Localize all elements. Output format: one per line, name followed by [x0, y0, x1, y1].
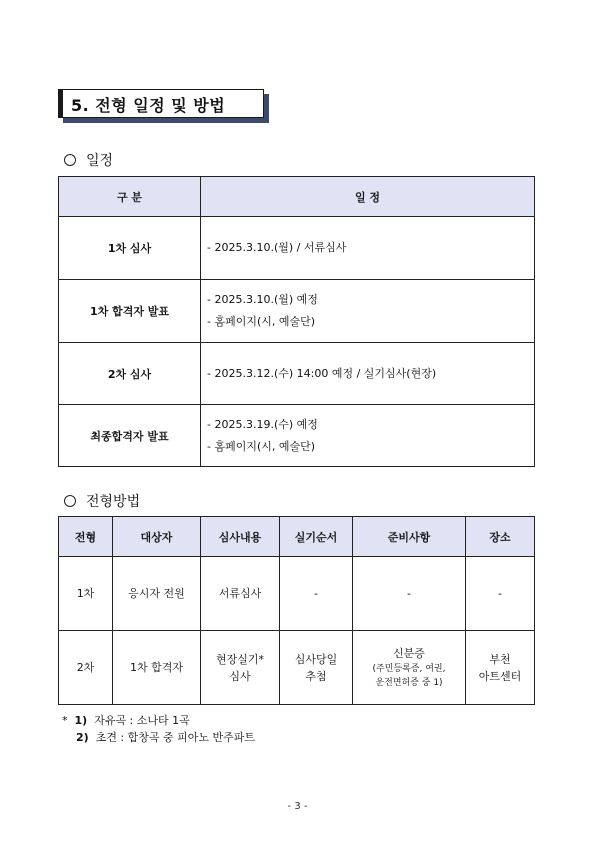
cell-line: 심사: [229, 669, 251, 683]
table-cell: -: [353, 557, 466, 631]
section-title: 5. 전형 일정 및 방법: [71, 96, 226, 115]
circle-bullet-icon: [64, 495, 76, 507]
footnote-2: [62, 729, 255, 746]
footnote-number: 1): [74, 714, 88, 727]
cell-line: 아트센터: [478, 669, 522, 683]
row-label: 1차 합격자 발표: [59, 280, 201, 343]
method-heading: [64, 491, 140, 511]
section-title-box: [58, 89, 264, 118]
detail-line: - 2025.3.12.(수) 14:00 예정 / 실기심사(현장): [207, 366, 437, 380]
column-header: 실기순서: [280, 517, 353, 557]
cell-line: (주민등록증, 여권,: [372, 664, 446, 674]
column-header: 일 정: [201, 177, 535, 217]
table-row: [59, 557, 535, 631]
method-table: [58, 516, 535, 705]
cell-line: 추첨: [305, 669, 327, 683]
page-number: - 3 -: [287, 801, 308, 812]
row-detail: [201, 405, 535, 467]
cell-line: 현장실기*: [215, 652, 264, 666]
footnote-1: [62, 712, 255, 729]
detail-line: - 홈페이지(시, 예술단): [207, 439, 316, 453]
cell-line: 부천: [489, 652, 511, 666]
table-cell: 1차 합격자: [113, 631, 201, 705]
table-cell: 서류심사: [201, 557, 280, 631]
table-cell: -: [466, 557, 535, 631]
table-row: [59, 343, 535, 405]
table-cell: 1차: [59, 557, 113, 631]
table-row: [59, 405, 535, 467]
circle-bullet-icon: [64, 154, 76, 166]
table-header-row: [59, 517, 535, 557]
footnote-number: 2): [76, 731, 89, 744]
section-title-bar: [59, 90, 63, 117]
table-row: [59, 280, 535, 343]
detail-line: - 홈페이지(시, 예술단): [207, 315, 316, 328]
footnote-star: *: [62, 714, 68, 727]
footnote-text: 초견 : 합창곡 중 피아노 반주파트: [95, 731, 256, 744]
row-detail: [201, 217, 535, 280]
detail-line: - 2025.3.10.(월) / 서류심사: [207, 241, 347, 254]
table-cell: [201, 631, 280, 705]
table-cell: [280, 631, 353, 705]
table-row: [59, 217, 535, 280]
footnotes: [62, 712, 255, 746]
table-row: [59, 631, 535, 705]
table-cell: [466, 631, 535, 705]
column-header: 구 분: [59, 177, 201, 217]
row-detail: [201, 343, 535, 405]
schedule-heading: [64, 150, 113, 170]
row-detail: [201, 280, 535, 343]
table-cell: 응시자 전원: [113, 557, 201, 631]
column-header: 대상자: [113, 517, 201, 557]
column-header: 전형: [59, 517, 113, 557]
cell-line: 심사당일: [294, 652, 338, 666]
column-header: 장소: [466, 517, 535, 557]
table-cell: 2차: [59, 631, 113, 705]
cell-line: 신분증: [393, 647, 425, 660]
footnote-text: 자유곡 : 소나타 1곡: [94, 714, 190, 727]
detail-line: - 2025.3.10.(월) 예정: [207, 293, 318, 306]
table-cell: [353, 631, 466, 705]
table-header-row: [59, 177, 535, 217]
column-header: 심사내용: [201, 517, 280, 557]
method-heading-text: 전형방법: [86, 494, 141, 510]
detail-line: - 2025.3.19.(수) 예정: [207, 417, 318, 431]
row-label: 2차 심사: [59, 343, 201, 405]
schedule-table: [58, 176, 535, 467]
row-label: 1차 심사: [59, 217, 201, 280]
table-cell: -: [280, 557, 353, 631]
column-header: 준비사항: [353, 517, 466, 557]
row-label: 최종합격자 발표: [59, 405, 201, 467]
cell-line: 운전면허증 중 1): [375, 678, 443, 688]
schedule-heading-text: 일정: [86, 153, 114, 169]
